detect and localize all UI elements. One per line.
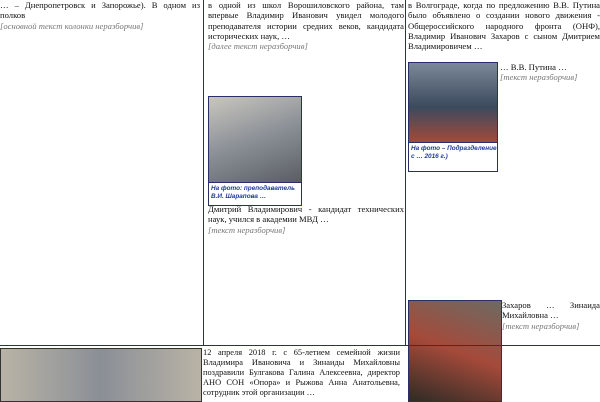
article-column-1 [0,0,200,345]
column-2-bottom [208,204,404,345]
group-photo [408,62,498,144]
column-1-text: … – Днепропетровск и Запорожье). В одном из полков [основной текст колонки неразборчив] [0,0,200,31]
article-column-3 [408,0,600,345]
teacher-photo-caption-box [208,182,302,206]
anniversary-note [203,348,400,400]
illegible-text-note: [основной текст колонки неразборчив] [0,20,144,31]
column-3-top-text: в Волгограде, когда по предложению В.В. Путина было объявлено о создании нового движения - Общероссийского народного фронта (ОНФ), Владимир Иванович Захаров с сыном Дмитрием Владимировичем … [408,0,600,52]
illegible-text-note: [текст неразборчив] [502,320,580,331]
illegible-text-note: [текст неразборчив] [500,72,578,83]
illegible-text-note: [текст неразборчив] [208,224,286,235]
column-2-bottom-text: Дмитрий Владимирович - кандидат технических наук, учился в академии МВД … [текст неразборчив] [208,204,404,235]
teacher-photo-caption: На фото: преподаватель В.И. Шарапова … [211,185,295,200]
family-photo [0,348,202,402]
column-2-top-text: в одной из школ Ворошиловского района, там впервые Владимир Иванович увидел молодого преподавателя истории средних веков, кандидата исторических наук, … [далее текст неразборчив] [208,0,404,52]
column-rule [203,0,204,345]
column-3-bottom-text: Захаров … Зинаида Михайловна … [текст неразборчив] [502,300,600,331]
ceremony-photo [408,300,502,402]
anniversary-text: 12 апреля 2018 г. с 65-летием семейной жизни Владимира Ивановича и Зинаиды Михайловны поздравили Булгакова Галина Алексеевна, директор АНО СОН «Опора» и Рыжова Анна Анатольевна, сотрудник этой организации … [203,348,400,397]
group-photo-caption-box [408,142,498,172]
group-photo-caption: На фото – Подразделение с … 2016 г.) [411,145,497,160]
illegible-text-note: [далее текст неразборчив] [208,41,308,52]
column-3-side-text: … В.В. Путина … [текст неразборчив] [500,62,578,83]
column-rule [405,0,406,345]
